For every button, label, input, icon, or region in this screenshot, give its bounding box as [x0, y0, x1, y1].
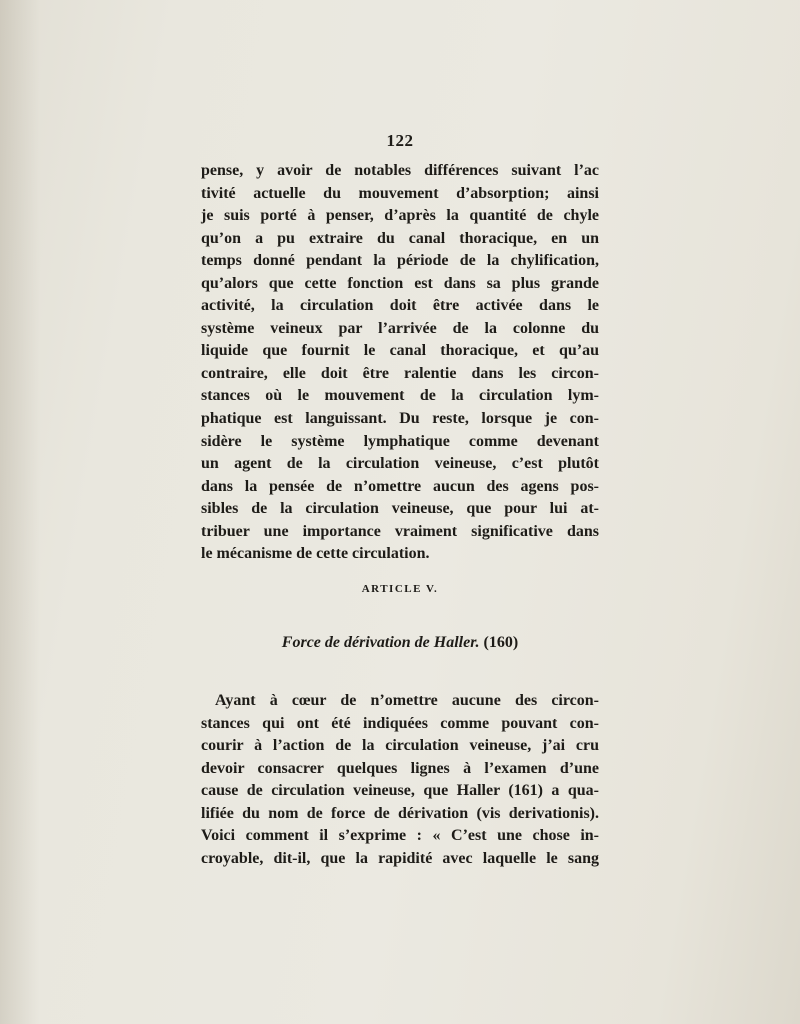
text-line: contraire, elle doit être ralentie dans les circon- [201, 364, 599, 382]
text-line: stances qui ont été indiquées comme pouvant con- [201, 714, 599, 732]
footnote-reference: (160) [483, 634, 519, 651]
text-line: dans la pensée de n’omettre aucun des agens pos- [201, 477, 599, 495]
paragraph-2 [201, 690, 599, 870]
article-heading: ARTICLE V. [361, 583, 439, 595]
page-number: 122 [386, 131, 414, 150]
section-title [0, 634, 800, 652]
text-line: tivité actuelle du mouvement d’absorption; ainsi [201, 184, 599, 202]
text-line: je suis porté à penser, d’après la quantité de chyle [201, 207, 599, 225]
text-line: le mécanisme de cette circulation. [201, 545, 430, 563]
text-line: sibles de la circulation veineuse, que pour lui at- [201, 500, 599, 518]
text-line: qu’on a pu extraire du canal thoracique, en un [201, 229, 599, 247]
text-line: devoir consacrer quelques lignes à l’examen d’une [201, 759, 599, 777]
section-title-text: Force de dérivation de Haller. [281, 634, 480, 651]
text-line: cause de circulation veineuse, que Haller (161) a qua- [201, 782, 599, 800]
text-line: système veineux par l’arrivée de la colonne du [201, 319, 599, 337]
text-line: Ayant à cœur de n’omettre aucune des circon- [215, 692, 599, 709]
text-line: stances où le mouvement de la circulation lym- [201, 387, 599, 405]
text-line: un agent de la circulation veineuse, c’est plutôt [201, 455, 599, 473]
text-line: courir à l’action de la circulation veineuse, j’ai cru [201, 737, 599, 755]
text-line: liquide que fournit le canal thoracique, et qu’au [201, 342, 599, 360]
text-line: qu’alors que cette fonction est dans sa plus grande [201, 274, 599, 292]
text-line: temps donné pendant la période de la chylification, [201, 252, 599, 270]
text-line: pense, y avoir de notables différences suivant l’ac [201, 162, 599, 179]
text-line: tribuer une importance vraiment significative dans [201, 522, 599, 540]
text-line: croyable, dit-il, que la rapidité avec laquelle le sang [201, 849, 599, 867]
text-line: sidère le système lymphatique comme devenant [201, 432, 599, 450]
text-line: lifiée du nom de force de dérivation (vis derivationis). [201, 804, 599, 822]
text-line: phatique est languissant. Du reste, lorsque je con- [201, 410, 599, 428]
paragraph-1 [201, 160, 599, 566]
page-edge-shadow [0, 0, 40, 1024]
text-line: Voici comment il s’exprime : « C’est une chose in- [201, 827, 599, 845]
text-line: activité, la circulation doit être activée dans le [201, 297, 599, 315]
